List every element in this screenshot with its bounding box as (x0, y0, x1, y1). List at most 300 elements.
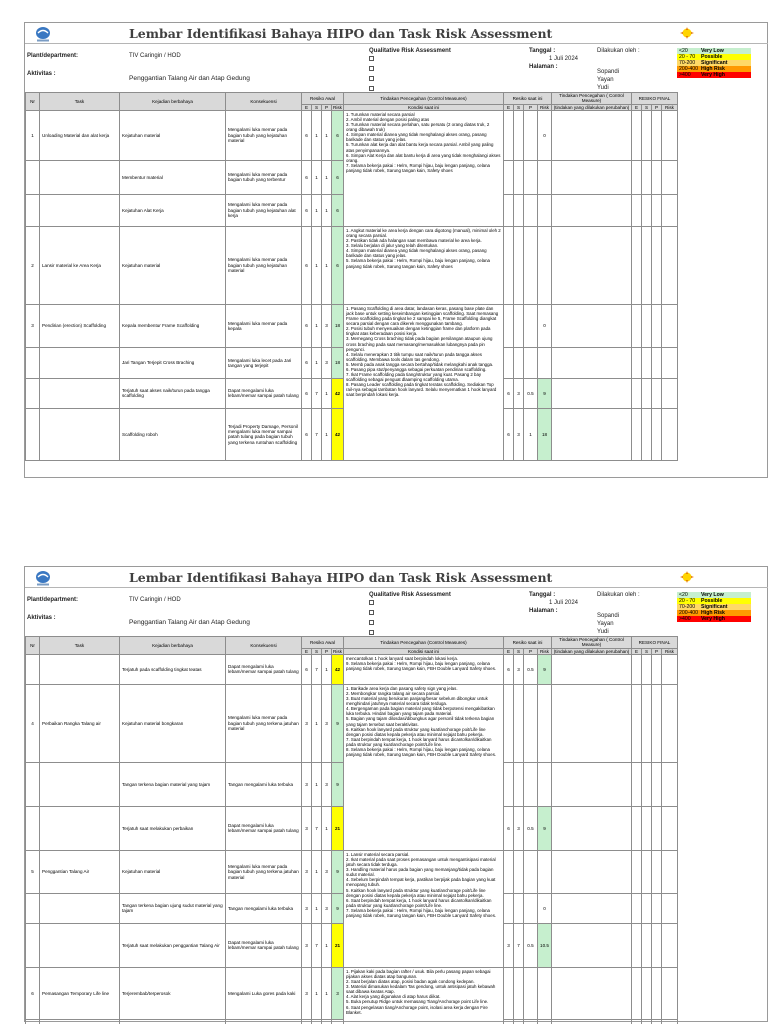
legend-range: <20 (679, 592, 688, 598)
risk-final-p (652, 893, 662, 923)
risk-final-risk (662, 923, 678, 967)
col-header-p: P (652, 648, 662, 654)
additional-controls-cell (552, 684, 632, 762)
risk-current-p (524, 304, 538, 347)
risk-final-risk (662, 160, 678, 194)
risk-current-p (524, 226, 538, 304)
col-header-risk: Risk (538, 648, 552, 654)
risk-final-p (652, 923, 662, 967)
legend-very-high (677, 72, 751, 78)
risk-final-e (632, 304, 642, 347)
legend-text: Very High (701, 616, 725, 622)
risk-initial-score: 18 (332, 347, 344, 378)
additional-controls-cell (552, 226, 632, 304)
risk-final-p (652, 110, 662, 160)
risk-initial-s (312, 1019, 322, 1024)
risk-initial-e: 6 (302, 304, 312, 347)
consequence-cell: Dapat mengalami luka lebam/memar sampai patah tulang (226, 806, 302, 850)
row-number: 6 (26, 967, 40, 1019)
risk-current-e: 6 (504, 806, 514, 850)
col-header-s: S (312, 104, 322, 110)
consequence-cell: Mengalami Luka gores pada kaki (226, 967, 302, 1019)
risk-initial-p: 3 (322, 893, 332, 923)
risk-current-score (538, 160, 552, 194)
risk-current-s (514, 226, 524, 304)
col-header-risk-final: RESIKO FINAL (632, 637, 678, 649)
col-header-p: P (322, 104, 332, 110)
company-logo-icon (33, 26, 53, 42)
col-header-controls: Tindakan Pencegahan (Control Measures) (344, 637, 504, 649)
col-header-risk-current: Resiko saat ini (504, 93, 552, 105)
consequence-cell: Tangan mengalami luka terbuka (226, 893, 302, 923)
risk-final-s (642, 160, 652, 194)
risk-current-score: 0 (538, 893, 552, 923)
risk-current-e: 6 (504, 408, 514, 460)
risk-initial-score: 9 (332, 684, 344, 762)
consequence-cell: Mengalami luka memar pada bagian tubuh yang terbentur (226, 160, 302, 194)
row-number (26, 923, 40, 967)
risk-final-s (642, 194, 652, 226)
col-header-risk: Risk (333, 104, 342, 110)
activity-value: Penggantian Talang Air dan Atap Gedung (129, 75, 250, 82)
col-header-e: E (302, 648, 312, 654)
task-cell: Lansir material ke Area Kerja (40, 226, 120, 304)
hazard-cell: Kepala membentur Frame Scaffolding (120, 304, 226, 347)
risk-final-p (652, 1019, 662, 1024)
row-number (26, 408, 40, 460)
legend-text: Significant (701, 604, 728, 610)
risk-current-score (538, 194, 552, 226)
col-header-nr: Nr (26, 637, 40, 655)
additional-controls-cell (552, 304, 632, 347)
risk-current-score: 0 (538, 110, 552, 160)
risk-initial-p: 1 (322, 110, 332, 160)
hazard-cell: Kejatuhan material (120, 850, 226, 893)
col-header-additional-sub: (tindakan yang dilakukan perubahan) (552, 104, 632, 110)
hazard-cell: Terjatuh saat melakukan perbaikan (120, 806, 226, 850)
legend-range: 20 - 70 (679, 54, 696, 60)
risk-initial-e: 3 (302, 684, 312, 762)
legend-range: >400 (679, 72, 691, 78)
risk-initial-p: 1 (322, 408, 332, 460)
risk-initial-score: 42 (332, 654, 344, 684)
task-cell (40, 806, 120, 850)
col-header-hazard: Kejadian berbahaya (120, 93, 226, 111)
risk-final-p (652, 806, 662, 850)
risk-initial-e: 6 (302, 378, 312, 408)
done-by-label: Dilakukan oleh : (597, 592, 640, 598)
activity-label: Aktivitas : (27, 71, 56, 77)
row-number (26, 893, 40, 923)
consequence-cell (226, 1019, 302, 1024)
risk-final-e (632, 654, 642, 684)
consequence-cell: Dapat mengalami luka lebam/memar sampai patah tulang (226, 378, 302, 408)
risk-initial-p: 1 (322, 654, 332, 684)
risk-initial-s: 1 (312, 967, 322, 1019)
risk-initial-p: 1 (322, 378, 332, 408)
risk-initial-e: 6 (302, 654, 312, 684)
hazard-cell: Tangan terkena bagian material yang tajam (120, 762, 226, 806)
controls-cell: 1. Lansir material secara parsial. 2. Ikat material pada saat proses pemasangan untuk mengantisipasi material jatuh secara tidak terduga. 3. Handling material harus pada bagian yang memanjang/tidak pada bagian sudut material. 4. Sebelum berpindah tempat kerja, pastikan berpijak pada bagian yang kuat menopang tubuh. 5. Kaitkan hook lanyard pada struktur yang kuat/anchorage poit/Life line dengan posisi diatas kepala pekerja atau minimal sejajat bahu pekerja. 6. Saat berpindah tempat kerja, 1 hook lanyard harus dicantolkan/dikaitkan pada struktur yang kuat/anchorage point/Life line. 7. Selama bekerja pakai : Helm, Rompi hijau, baju lengan panjang, celana panjang tidak robek, Sarung tangan kain, FBH Double Lanyard Safety shoes. (344, 850, 504, 967)
row-number (26, 806, 40, 850)
risk-initial-p: 3 (322, 347, 332, 378)
task-cell: Perbaikan Rangka Talang air (40, 684, 120, 762)
col-header-risk-initial: Resiko Awal (302, 637, 344, 649)
risk-initial-e: 3 (302, 850, 312, 893)
col-header-nr: Nr (26, 93, 40, 111)
col-header-e: E (632, 104, 642, 110)
col-header-p: P (322, 648, 332, 654)
controls-cell: 1. Pijakan kaki pada bagian rafter / usuk. Bila perlu pasang papan sebagai pijakan akses diatas atap bangunan. 2. Saat berjalan diatas atap, posisi badan agak condong kedepan. 3. Material dimasukan kedalam Tas gendong, untuk antisipasi jatuh kebawah saat dibawa keatas Atap. 4. Alat kerja yang digunakan di atap harus diikat. 5. Buka penutup Ridge untuk memasang Tiang/Anchorage point Life line. 6. Saat pengelasan tiang/Anchorage point, isolasi area kerja dengan Fire Blanket. (344, 967, 504, 1024)
col-header-risk: Risk (538, 104, 552, 110)
risk-current-s: 3 (514, 806, 524, 850)
row-number (26, 762, 40, 806)
task-cell (40, 1019, 120, 1024)
risk-initial-s: 7 (312, 923, 322, 967)
risk-initial-p: 1 (322, 923, 332, 967)
task-cell: Unloading Material dan alat kerja (40, 110, 120, 160)
page-label: Halaman : (529, 608, 558, 614)
risk-current-p (524, 160, 538, 194)
risk-final-e (632, 1019, 642, 1024)
col-header-s: S (642, 648, 652, 654)
legend-range: <20 (679, 48, 688, 54)
task-cell (40, 347, 120, 378)
col-header-task: Task (40, 637, 120, 655)
risk-final-risk (662, 347, 678, 378)
row-number: 2 (26, 226, 40, 304)
table-row (26, 110, 678, 160)
risk-current-e (504, 304, 514, 347)
risk-current-p: 0.5 (524, 654, 538, 684)
risk-current-s (514, 850, 524, 893)
plant-value: TIV Caringin / HOD (129, 597, 181, 603)
risk-table (25, 636, 678, 1024)
task-cell: Pendirian (erection) Scaffolding (40, 304, 120, 347)
risk-current-e (504, 967, 514, 1019)
legend-very-high (677, 616, 751, 622)
risk-current-e (504, 762, 514, 806)
plant-value: TIV Caringin / HOD (129, 53, 181, 59)
risk-current-s: 3 (514, 408, 524, 460)
row-number (26, 194, 40, 226)
additional-controls-cell (552, 160, 632, 194)
row-number: 1 (26, 110, 40, 160)
risk-final-s (642, 762, 652, 806)
date-label: Tanggal : (529, 48, 556, 54)
hazard-cell: Terjatuh pada scaffolding tingkat teatas (120, 654, 226, 684)
risk-final-risk (662, 226, 678, 304)
risk-final-e (632, 347, 642, 378)
controls-cell: 1. Turunkan material secara parsial 2. Ambil material dengan posisi paling atas 3. Turunkan material secara perlahan, satu persatu (2 orang diatas truk, 2 orang dibawah truk) 4. Simpan material dianea yang tidak menghalangi akses orang, pasang barikade dan status yang jelas. 5. Turunkan alat kerja dan alat bantu kerja secara parsial. Ambil yang paling atas penyimpanannya. 6. Simpan Alat Kerja dan alat bantu kerja di area yang tidak menghalangi akses orang. 7. Selama bekerja pakai : Helm, Rompi hijau, baju lengan panjang, celana panjang tidak robek, Sarung tangan kain, Safety shoes (344, 110, 504, 226)
task-cell (40, 762, 120, 806)
risk-final-risk (662, 850, 678, 893)
risk-final-e (632, 923, 642, 967)
checkbox-2[interactable] (369, 66, 374, 71)
risk-final-p (652, 378, 662, 408)
additional-controls-cell (552, 967, 632, 1019)
risk-final-e (632, 378, 642, 408)
additional-controls-cell (552, 408, 632, 460)
col-header-additional: Tindakan Pencegahan ( Control Measure) (552, 93, 632, 105)
task-cell (40, 923, 120, 967)
risk-current-e: 6 (504, 654, 514, 684)
risk-final-p (652, 304, 662, 347)
col-header-e: E (632, 648, 642, 654)
risk-final-e (632, 893, 642, 923)
additional-controls-cell (552, 762, 632, 806)
safety-emblem-icon (679, 26, 695, 40)
col-header-risk-initial: Resiko Awal (302, 93, 344, 105)
risk-current-s: 3 (514, 654, 524, 684)
done-by-1: Sopandi (597, 613, 620, 619)
row-number (26, 378, 40, 408)
risk-current-p (524, 194, 538, 226)
risk-final-p (652, 160, 662, 194)
risk-initial-s: 1 (312, 684, 322, 762)
table-row (26, 967, 678, 1019)
task-cell (40, 408, 120, 460)
legend-range: 70-200 (679, 60, 696, 66)
risk-current-score: 9 (538, 378, 552, 408)
consequence-cell: Mengalami luka memar pada kepala (226, 304, 302, 347)
risk-sheet-page-1 (24, 22, 768, 478)
additional-controls-cell (552, 654, 632, 684)
risk-current-e (504, 684, 514, 762)
risk-final-p (652, 226, 662, 304)
risk-initial-score (332, 1019, 344, 1024)
col-header-p: P (524, 648, 538, 654)
page-title: Lembar Identifikasi Bahaya HIPO dan Task Risk Assessment (129, 570, 553, 585)
risk-final-risk (662, 684, 678, 762)
risk-initial-e (302, 1019, 312, 1024)
risk-current-e (504, 893, 514, 923)
risk-initial-score: 6 (332, 194, 344, 226)
risk-current-s (514, 762, 524, 806)
risk-initial-p: 1 (322, 806, 332, 850)
col-header-controls-sub: Kondisi saat ini (344, 104, 504, 110)
risk-final-e (632, 850, 642, 893)
risk-final-e (632, 806, 642, 850)
checkbox-1[interactable] (369, 600, 374, 605)
risk-initial-e: 3 (302, 806, 312, 850)
checkbox-4[interactable] (369, 630, 374, 635)
page-title: Lembar Identifikasi Bahaya HIPO dan Task Risk Assessment (129, 26, 553, 41)
task-cell (40, 194, 120, 226)
row-number: 5 (26, 850, 40, 893)
risk-final-e (632, 408, 642, 460)
consequence-cell: Mengalami luka memar pada bagian tubuh yang terkena jatuhan material (226, 684, 302, 762)
risk-final-p (652, 654, 662, 684)
risk-initial-score: 6 (332, 160, 344, 194)
risk-current-p (524, 967, 538, 1019)
col-header-controls: Tindakan Pencegahan (Control Measures) (344, 93, 504, 105)
risk-initial-e: 6 (302, 160, 312, 194)
risk-current-score: 9 (538, 806, 552, 850)
risk-final-s (642, 967, 652, 1019)
risk-current-score: 0 (538, 304, 552, 347)
hazard-cell: Tangan terkena bagian ujung sudut material yang tajam (120, 893, 226, 923)
risk-final-p (652, 684, 662, 762)
risk-current-e (504, 347, 514, 378)
legend-text: High Risk (701, 610, 725, 616)
risk-current-p: 0.5 (524, 923, 538, 967)
risk-sheet-page-2 (24, 566, 768, 1022)
safety-emblem-icon (679, 570, 695, 584)
checkbox-1[interactable] (369, 56, 374, 61)
risk-final-p (652, 762, 662, 806)
risk-current-s (514, 160, 524, 194)
additional-controls-cell (552, 893, 632, 923)
risk-final-risk (662, 967, 678, 1019)
additional-controls-cell (552, 194, 632, 226)
risk-current-p (524, 762, 538, 806)
col-header-e: E (504, 104, 514, 110)
risk-current-s (514, 684, 524, 762)
risk-initial-p: 3 (322, 762, 332, 806)
risk-initial-score: 9 (332, 762, 344, 806)
checkbox-3[interactable] (369, 620, 374, 625)
consequence-cell: Mengalami luka memar pada bagian tubuh yang kejatuhan alat kerja (226, 194, 302, 226)
col-header-s: S (514, 104, 524, 110)
risk-final-risk (662, 110, 678, 160)
col-header-hazard: Kejadian berbahaya (120, 637, 226, 655)
risk-final-s (642, 378, 652, 408)
risk-initial-e: 6 (302, 347, 312, 378)
table-row (26, 850, 678, 893)
consequence-cell: Mengalami luka memar pada bagian tubuh yang kejatuhan material (226, 226, 302, 304)
consequence-cell: Mengalami luka memar pada bagian tubuh yang terkena jatuhan material (226, 850, 302, 893)
risk-initial-score: 21 (332, 806, 344, 850)
hazard-cell: Jari Tangan Terjepit Cross Braching (120, 347, 226, 378)
risk-current-p (524, 893, 538, 923)
risk-final-s (642, 923, 652, 967)
additional-controls-cell (552, 110, 632, 160)
risk-final-s (642, 1019, 652, 1024)
row-number: 3 (26, 304, 40, 347)
activity-value: Penggantian Talang Air dan Atap Gedung (129, 619, 250, 626)
risk-initial-p: 3 (322, 304, 332, 347)
risk-final-e (632, 967, 642, 1019)
risk-initial-s: 7 (312, 806, 322, 850)
risk-initial-e: 6 (302, 194, 312, 226)
risk-current-e (504, 850, 514, 893)
legend-range: >400 (679, 616, 691, 622)
risk-initial-score: 42 (332, 378, 344, 408)
risk-initial-s: 1 (312, 194, 322, 226)
col-header-additional-sub: (tindakan yang dilakukan perubahan) (552, 648, 632, 654)
risk-initial-s: 1 (312, 160, 322, 194)
legend-range: 200-400 (679, 610, 699, 616)
additional-controls-cell (552, 1019, 632, 1024)
consequence-cell: Terjadi Property Damage, Personil mengalami luka memar sampai patah tulang pada bagian tubuh yang terkena runtuhan scaffolding (226, 408, 302, 460)
checkbox-4[interactable] (369, 86, 374, 91)
controls-cell: mencantolkan 1 hook lanyard saat berpindah lokasi kerja. 9. Selama bekerja pakai : Helm, Rompi hijau, baju lengan panjang, celana panjang tidak robek, Sarung tangan kain, FBH Double Lanyard Safety shoes. (344, 654, 504, 684)
task-cell (40, 378, 120, 408)
risk-current-s (514, 110, 524, 160)
hazard-cell: Membentur material (120, 160, 226, 194)
additional-controls-cell (552, 806, 632, 850)
legend-text: Possible (701, 598, 723, 604)
checkbox-2[interactable] (369, 610, 374, 615)
risk-final-risk (662, 304, 678, 347)
risk-final-risk (662, 378, 678, 408)
activity-label: Aktivitas : (27, 615, 56, 621)
risk-current-s (514, 1019, 524, 1024)
risk-current-e: 3 (504, 923, 514, 967)
col-header-s: S (312, 648, 322, 654)
risk-initial-p: 3 (322, 850, 332, 893)
risk-current-score (538, 850, 552, 893)
risk-final-e (632, 160, 642, 194)
row-number (26, 1019, 40, 1024)
checkbox-3[interactable] (369, 76, 374, 81)
risk-initial-score: 42 (332, 408, 344, 460)
additional-controls-cell (552, 347, 632, 378)
risk-final-s (642, 806, 652, 850)
risk-current-e (504, 1019, 514, 1024)
hazard-cell: Kejatuhan material (120, 110, 226, 160)
task-cell: Pemasangan Temporary Life line (40, 967, 120, 1019)
table-row (26, 304, 678, 347)
risk-initial-s: 7 (312, 654, 322, 684)
risk-current-s: 3 (514, 378, 524, 408)
hazard-cell: Terjerembab/terperosok (120, 967, 226, 1019)
risk-initial-score: 6 (332, 110, 344, 160)
risk-table (25, 92, 678, 461)
additional-controls-cell (552, 378, 632, 408)
hazard-cell: Kejatuhan material bongkaran (120, 684, 226, 762)
risk-initial-s: 1 (312, 226, 322, 304)
hazard-cell: Kejatuhan Alat Kerja (120, 194, 226, 226)
risk-initial-p (322, 1019, 332, 1024)
risk-initial-s: 7 (312, 378, 322, 408)
risk-current-e (504, 226, 514, 304)
risk-initial-score: 18 (332, 304, 344, 347)
risk-final-risk (662, 893, 678, 923)
risk-final-e (632, 194, 642, 226)
risk-current-p (524, 1019, 538, 1024)
controls-cell: 1. Angkut material ke area kerja dengan cara digotong (manual), minimal oleh 2 orang secara parsial. 2. Pastikan tidak ada halangan saat membawa material ke area kerja. 3. Selalu berjalan di jalur yang telah ditentukan. 4. Simpan material dianea yang tidak menghalangi akses orang, pasang barikade dan status yang jelas. 5. Selama bekerja pakai : Helm, Rompi hijau, baju lengan panjang, celana panjang tidak robek, Sarung tangan kain, Safety shoes (344, 226, 504, 304)
risk-current-score: 18 (538, 408, 552, 460)
done-by-label: Dilakukan oleh : (597, 48, 640, 54)
risk-final-risk (662, 194, 678, 226)
risk-final-e (632, 762, 642, 806)
risk-current-e: 6 (504, 378, 514, 408)
controls-cell: 1. Pasang Scaffolding di area datar, landasan keras, pasang base plate dan jack base untuk setting keseimbangan ketinggian scaffolding. Saat memasang Frame scaffolding pada tingkat ke 2 sampai ke 5, Frame Scaffolding diangkat secara parsial dengan cara dikerek menggunakan tambang. 2. Posisi tubuh menyesuaikan dengan ketinggian frame dan platform pada tingkat atas keberadaan posisi kerja. 3. Memegang Cross braching tidak pada bagian persilangan ataupun ujung cross braching pada saat memasang/memasukkan lubangnya pada pin pengunci. 4. Selalu menerapkan 3 titik tumpu saat naik/turun pada tangga akses scaffolding. Membawa tools dalam tas gendong. 5. Memb pada anak tangga secara bertahap/tidak melangkahi anak tangga. 6. Pasang pipa stut/penyangga sebagai perkuatan pendirian scaffolding. 7. Ikat Frame scaffolding pada tiang/struktur yang kuat. Pasang 2 bay scaffolding sebagai penguat dlaamping scaffolding utama. 8. Pasang Leader scaffolding pada tingkat teratas scaffolding. Sediakan Top rail-nya sebagai tambatan hook lanyard. Selalu menyematkan 1 hook lanyard saat berpindah lokasi kerja. (344, 304, 504, 460)
risk-final-p (652, 194, 662, 226)
risk-final-s (642, 684, 652, 762)
risk-final-s (642, 226, 652, 304)
risk-final-s (642, 850, 652, 893)
hazard-cell: Terjatuh saat melakukan penggantian Talang Air (120, 923, 226, 967)
legend-range: 200-400 (679, 66, 699, 72)
risk-current-s (514, 967, 524, 1019)
date-value: 1 Juli 2024 (549, 600, 579, 606)
risk-initial-score: 9 (332, 850, 344, 893)
controls-cell: 1. Barikade area kerja dan pasang safety sign yang jelas. 2. Membongkar rangka talang air secara parsial. 3. Buat material yang berukuran panjang/besar sebelum dibongkar untuk menghindari jatuhnya material secara tidak terduga. 4. Bergengaman pada bagian material yang tidak berpotensi mengakibatkan luka terbuka. Hindari bagian yang tajam pada material. 5. Bagian yang tajam dilosdasi/dibungkus agar personil tidak terkena bagian yang tajam tersebut saat beraktivitas. 6. Kaitkan hook lanyard pada struktur yang kuat/anchorage poit/Life line dengan posisi diatas kepala pekerja atau minimal sejajat bahu pekerja. 7. Saat berpindah tempat kerja, 1 hook lanyard harus dicantolkan/dikaitkan pada struktur yang kuat/anchorage point/Life line. 8. Selama bekerja pakai : Helm, Rompi hijau, baju lengan panjang, celana panjang tidak robek, Sarung tangan kain, FBH Double Lanyard Safety shoes. (344, 684, 504, 850)
risk-initial-p: 1 (322, 194, 332, 226)
task-cell (40, 893, 120, 923)
col-header-p: P (524, 104, 538, 110)
consequence-cell: Dapat mengalami luka lebam/memar sampai patah tulang (226, 654, 302, 684)
risk-initial-score: 9 (332, 893, 344, 923)
legend-text: Possible (701, 54, 723, 60)
risk-initial-p: 1 (322, 226, 332, 304)
risk-initial-e: 6 (302, 110, 312, 160)
done-by-3: Yudi (597, 629, 609, 635)
date-value: 1 Juli 2024 (549, 56, 579, 62)
